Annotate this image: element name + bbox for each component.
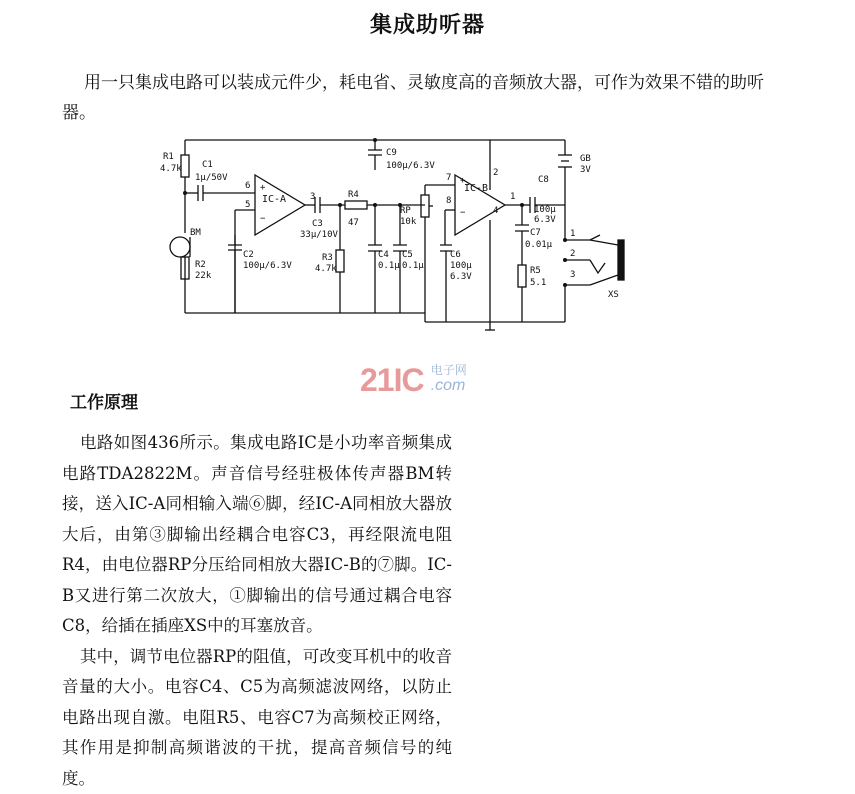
gb-label: GB <box>580 154 591 164</box>
c5-label: C5 <box>402 250 413 260</box>
section-title: 工作原理 <box>70 388 138 413</box>
gb-value: 3V <box>580 165 591 175</box>
r5-resistor <box>518 265 526 287</box>
r5-label: R5 <box>530 266 541 276</box>
c1-value: 1μ/50V <box>195 173 228 183</box>
jack-pin3: 3 <box>570 270 575 280</box>
c4-label: C4 <box>378 250 389 260</box>
ic-b-plus: + <box>460 176 466 186</box>
r3-value: 4.7k <box>315 264 337 274</box>
rp-potentiometer <box>421 195 429 217</box>
r3-resistor <box>336 250 344 272</box>
rp-value: 10k <box>400 217 417 227</box>
ic-b-pin1: 1 <box>510 192 515 202</box>
c9-value: 100μ/6.3V <box>386 161 435 171</box>
c6-label: C6 <box>450 250 461 260</box>
watermark-domain: .com <box>431 378 467 394</box>
watermark-sub: 电子网 <box>431 362 467 378</box>
ic-b-pin7: 7 <box>446 173 451 183</box>
ic-b-pin2: 2 <box>493 168 498 178</box>
c2-label: C2 <box>243 250 254 260</box>
bm-microphone <box>170 237 190 257</box>
intro-paragraph: 用一只集成电路可以装成元件少，耗电省、灵敏度高的音频放大器，可作为效果不错的助听器。 <box>62 68 782 128</box>
r4-value: 47 <box>348 218 359 228</box>
c4-value: 0.1μ <box>378 261 400 271</box>
c3-value: 33μ/10V <box>300 230 339 240</box>
r4-resistor <box>345 201 367 209</box>
ic-b-pin4: 4 <box>493 206 498 216</box>
c1-label: C1 <box>202 160 213 170</box>
r2-value: 22k <box>195 271 212 281</box>
r3-label: R3 <box>322 253 333 263</box>
xs-jack-plug <box>618 240 624 280</box>
jack-pin2: 2 <box>570 249 575 259</box>
circuit-schematic <box>150 135 650 335</box>
paragraph-2: 其中，调节电位器RP的阻值，可改变耳机中的收音音量的大小。电容C4、C5为高频滤波网络，以防止电路出现自激。电阻R5、电容C7为高频校正网络，其作用是抑制高频谐波的干扰，提高音频信号的纯度。 <box>62 642 452 794</box>
ic-a-pin5: 5 <box>245 200 250 210</box>
r1-value: 4.7k <box>160 164 182 174</box>
c6-value2: 6.3V <box>450 272 472 282</box>
ic-a-plus: + <box>260 183 266 193</box>
r2-label: R2 <box>195 260 206 270</box>
ic-a-pin3: 3 <box>310 192 315 202</box>
ic-b-label: IC-B <box>464 183 488 194</box>
ic-b-pin8: 8 <box>446 196 451 206</box>
r4-label: R4 <box>348 190 359 200</box>
c6-value1: 100μ <box>450 261 472 271</box>
watermark-main: 21IC <box>360 362 424 398</box>
r1-label: R1 <box>163 152 174 162</box>
c3-label: C3 <box>312 219 323 229</box>
c5-value: 0.1μ <box>402 261 424 271</box>
xs-label: XS <box>608 290 619 300</box>
rp-label: RP <box>400 206 411 216</box>
ic-a-label: IC-A <box>262 194 286 205</box>
site-watermark <box>360 362 467 399</box>
c2-value: 100μ/6.3V <box>243 261 292 271</box>
c7-value: 0.01μ <box>525 240 553 250</box>
paragraph-1: 电路如图436所示。集成电路IC是小功率音频集成电路TDA2822M。声音信号经驻极体传声器BM转接，送入IC-A同相输入端⑥脚，经IC-A同相放大器放大后，由第③脚输出经耦合电容C3，再经限流电阻R4，由电位器RP分压给同相放大器IC-B的⑦脚。IC-B又进行第二次放大，①脚输出的信号通过耦合电容C8，给插在插座XS中的耳塞放音。 <box>62 428 452 642</box>
c8-value1: 100μ <box>534 205 556 215</box>
bm-label: BM <box>190 228 201 238</box>
ic-a-minus: − <box>260 214 266 224</box>
ic-a-pin6: 6 <box>245 181 250 191</box>
c8-label: C8 <box>538 175 549 185</box>
r5-value: 5.1 <box>530 278 546 288</box>
body-text <box>62 428 452 794</box>
c7-label: C7 <box>530 228 541 238</box>
c9-label: C9 <box>386 148 397 158</box>
ic-b-minus: − <box>460 208 466 218</box>
jack-pin1: 1 <box>570 229 575 239</box>
c8-value2: 6.3V <box>534 215 556 225</box>
page-title: 集成助听器 <box>0 8 855 39</box>
r1-resistor <box>181 155 189 177</box>
